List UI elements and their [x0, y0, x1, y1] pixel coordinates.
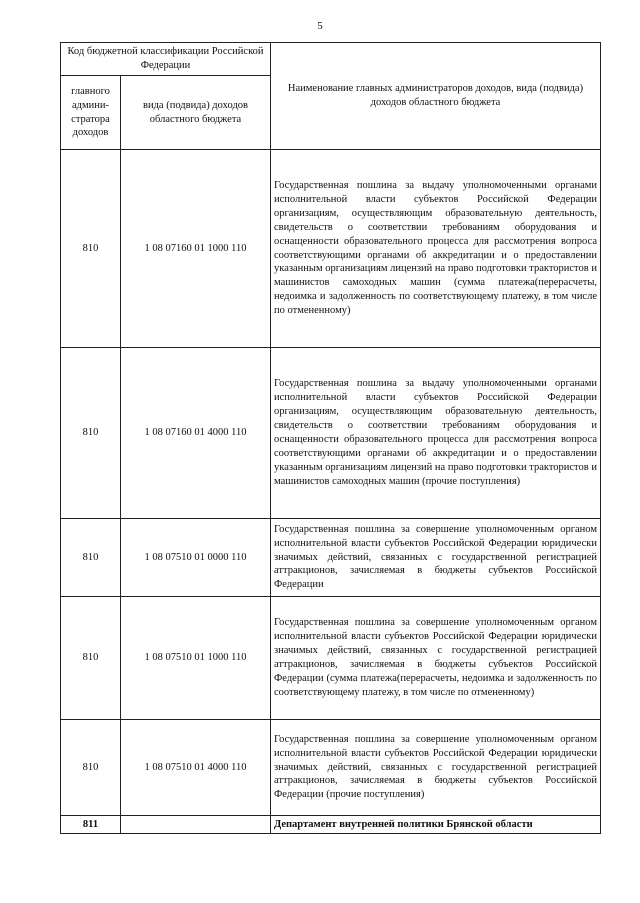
income-code: 1 08 07510 01 1000 110 — [121, 597, 271, 720]
admin-code: 810 — [61, 150, 121, 348]
income-description: Государственная пошлина за совершение уполномоченным органом исполнительной власти субъектов Российской Федерации юридически значимых действий, связанных с государственной регистрацией аттракционов, зачисляемая в бюджеты субъектов Российской Федерации (сумма платежа(перерасчеты, недоимка и задолженность по соответствующему платежу, в том числе по отмененному) — [271, 597, 601, 720]
admin-code: 811 — [61, 816, 121, 834]
income-code: 1 08 07510 01 0000 110 — [121, 519, 271, 597]
income-code: 1 08 07510 01 4000 110 — [121, 720, 271, 816]
income-description: Государственная пошлина за совершение уполномоченным органом исполнительной власти субъектов Российской Федерации юридически значимых действий, связанных с государственной регистрацией аттракционов, зачисляемая в бюджеты субъектов Российской Федерации (прочие поступления) — [271, 720, 601, 816]
income-code — [121, 816, 271, 834]
income-code: 1 08 07160 01 4000 110 — [121, 348, 271, 519]
budget-classification-table — [60, 42, 601, 834]
department-name: Департамент внутренней политики Брянской области — [271, 816, 601, 834]
table-row — [61, 519, 601, 597]
admin-code: 810 — [61, 348, 121, 519]
table-row-total — [61, 816, 601, 834]
table-row — [61, 150, 601, 348]
table-row — [61, 720, 601, 816]
page-number: 5 — [317, 20, 323, 32]
table-row — [61, 597, 601, 720]
header-income-column: вида (подвида) доходов областного бюджета — [121, 76, 271, 150]
header-name-column: Наименование главных администраторов доходов, вида (подвида) доходов областного бюджета — [271, 43, 601, 150]
admin-code: 810 — [61, 720, 121, 816]
header-admin-column: главного админи-стратора доходов — [61, 76, 121, 150]
income-code: 1 08 07160 01 1000 110 — [121, 150, 271, 348]
table-row — [61, 348, 601, 519]
admin-code: 810 — [61, 597, 121, 720]
income-description: Государственная пошлина за выдачу уполномоченными органами исполнительной власти субъектов Российской Федерации организациям, осуществляющим образовательную деятельность, свидетельств о соответствии требованиям оборудования и оснащенности образовательного процесса для рассмотрения вопроса соответствующими органами об аккредитации и о предоставлении указанным организациям лицензий на право подготовки трактористов и машинистов самоходных машин (прочие поступления) — [271, 348, 601, 519]
admin-code: 810 — [61, 519, 121, 597]
income-description: Государственная пошлина за выдачу уполномоченными органами исполнительной власти субъектов Российской Федерации организациям, осуществляющим образовательную деятельность, свидетельств о соответствии требованиям оборудования и оснащенности образовательного процесса для рассмотрения вопроса соответствующими органами об аккредитации и о предоставлении указанным организациям лицензий на право подготовки трактористов и машинистов самоходных машин (сумма платежа(перерасчеты, недоимка и задолженность по соответствующему платежу, в том числе по отмененному) — [271, 150, 601, 348]
header-row-group — [61, 43, 601, 76]
header-group-title: Код бюджетной классификации Российской Федерации — [61, 43, 271, 76]
income-description: Государственная пошлина за совершение уполномоченным органом исполнительной власти субъектов Российской Федерации юридически значимых действий, связанных с государственной регистрацией аттракционов, зачисляемая в бюджеты субъектов Российской Федерации — [271, 519, 601, 597]
